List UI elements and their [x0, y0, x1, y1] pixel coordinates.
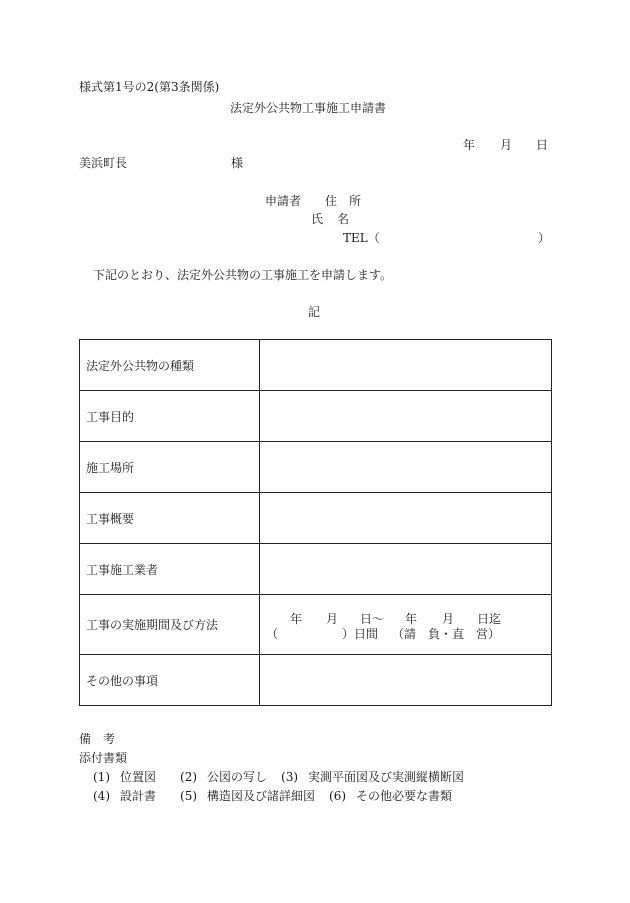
- table-row: [80, 391, 552, 442]
- period-days-method: [260, 625, 551, 640]
- tel-close-paren: ）: [538, 231, 551, 245]
- row-value-field[interactable]: [260, 493, 552, 544]
- table-row: [80, 595, 552, 655]
- table-row: [80, 493, 552, 544]
- attachment-label: 設計書: [120, 789, 157, 803]
- name-label-2: 名: [337, 212, 350, 226]
- date-month: 月: [500, 138, 513, 152]
- period-paren-open: （: [266, 626, 279, 641]
- addressee: 美浜町長: [79, 156, 128, 170]
- attachment-num: (1): [93, 770, 110, 784]
- name-label-1: 氏: [311, 212, 324, 226]
- row-value-field[interactable]: [260, 544, 552, 595]
- details-table: [79, 339, 552, 706]
- period-month-start: 月: [326, 611, 339, 626]
- row-value-field[interactable]: [260, 391, 552, 442]
- period-year-start: 年: [290, 611, 303, 626]
- remarks-title: 備 考: [79, 732, 116, 746]
- table-row: [80, 655, 552, 706]
- attachment-num: (3): [281, 770, 299, 784]
- date-day: 日: [536, 138, 549, 152]
- period-day-end: 日迄: [477, 611, 502, 626]
- date-line: [463, 138, 548, 152]
- row-value-field[interactable]: [260, 655, 552, 706]
- period-days: ）日間: [342, 626, 379, 641]
- attachment-label: 位置図: [120, 770, 157, 784]
- period-year-end: 年: [405, 611, 418, 626]
- row-label: 工事施工業者: [80, 544, 260, 595]
- row-label: 施工場所: [80, 442, 260, 493]
- attachment-num: (5): [180, 789, 198, 803]
- table-row: [80, 544, 552, 595]
- period-dates: [260, 610, 551, 625]
- applicant-label: 申請者: [265, 194, 302, 208]
- period-month-end: 月: [442, 611, 455, 626]
- table-row: [80, 340, 552, 391]
- attachments-line-1: [93, 770, 464, 784]
- row-label: 工事概要: [80, 493, 260, 544]
- intro-text: 下記のとおり、法定外公共物の工事施工を申請します。: [93, 268, 393, 282]
- attachment-num: (4): [93, 789, 110, 803]
- honorific: 様: [231, 156, 244, 170]
- attachment-label: 実測平面図及び実測縦横断図: [308, 770, 465, 784]
- attachment-label: その他必要な書類: [356, 789, 453, 803]
- ki-heading: 記: [308, 305, 321, 319]
- period-method: （請 負・直 営）: [392, 626, 501, 641]
- date-year: 年: [463, 138, 476, 152]
- row-label: その他の事項: [80, 655, 260, 706]
- attachment-label: 公図の写し: [207, 770, 268, 784]
- attachment-num: (2): [180, 770, 198, 784]
- row-value-field[interactable]: [260, 340, 552, 391]
- attachments-line-2: [93, 789, 452, 803]
- period-field[interactable]: [260, 595, 552, 655]
- form-number-label: 様式第1号の2(第3条関係): [79, 80, 220, 94]
- attachments-title: 添付書類: [79, 751, 128, 765]
- address-label: 住 所: [325, 194, 362, 208]
- attachment-num: (6): [329, 789, 347, 803]
- table-row: [80, 442, 552, 493]
- period-day-start: 日～: [360, 611, 385, 626]
- tel-label: TEL（: [343, 231, 380, 245]
- row-value-field[interactable]: [260, 442, 552, 493]
- attachment-label: 構造図及び諸詳細図: [207, 789, 316, 803]
- row-label: 法定外公共物の種類: [80, 340, 260, 391]
- document-title: 法定外公共物工事施工申請書: [230, 101, 387, 115]
- row-label: 工事目的: [80, 391, 260, 442]
- row-label: 工事の実施期間及び方法: [80, 595, 260, 655]
